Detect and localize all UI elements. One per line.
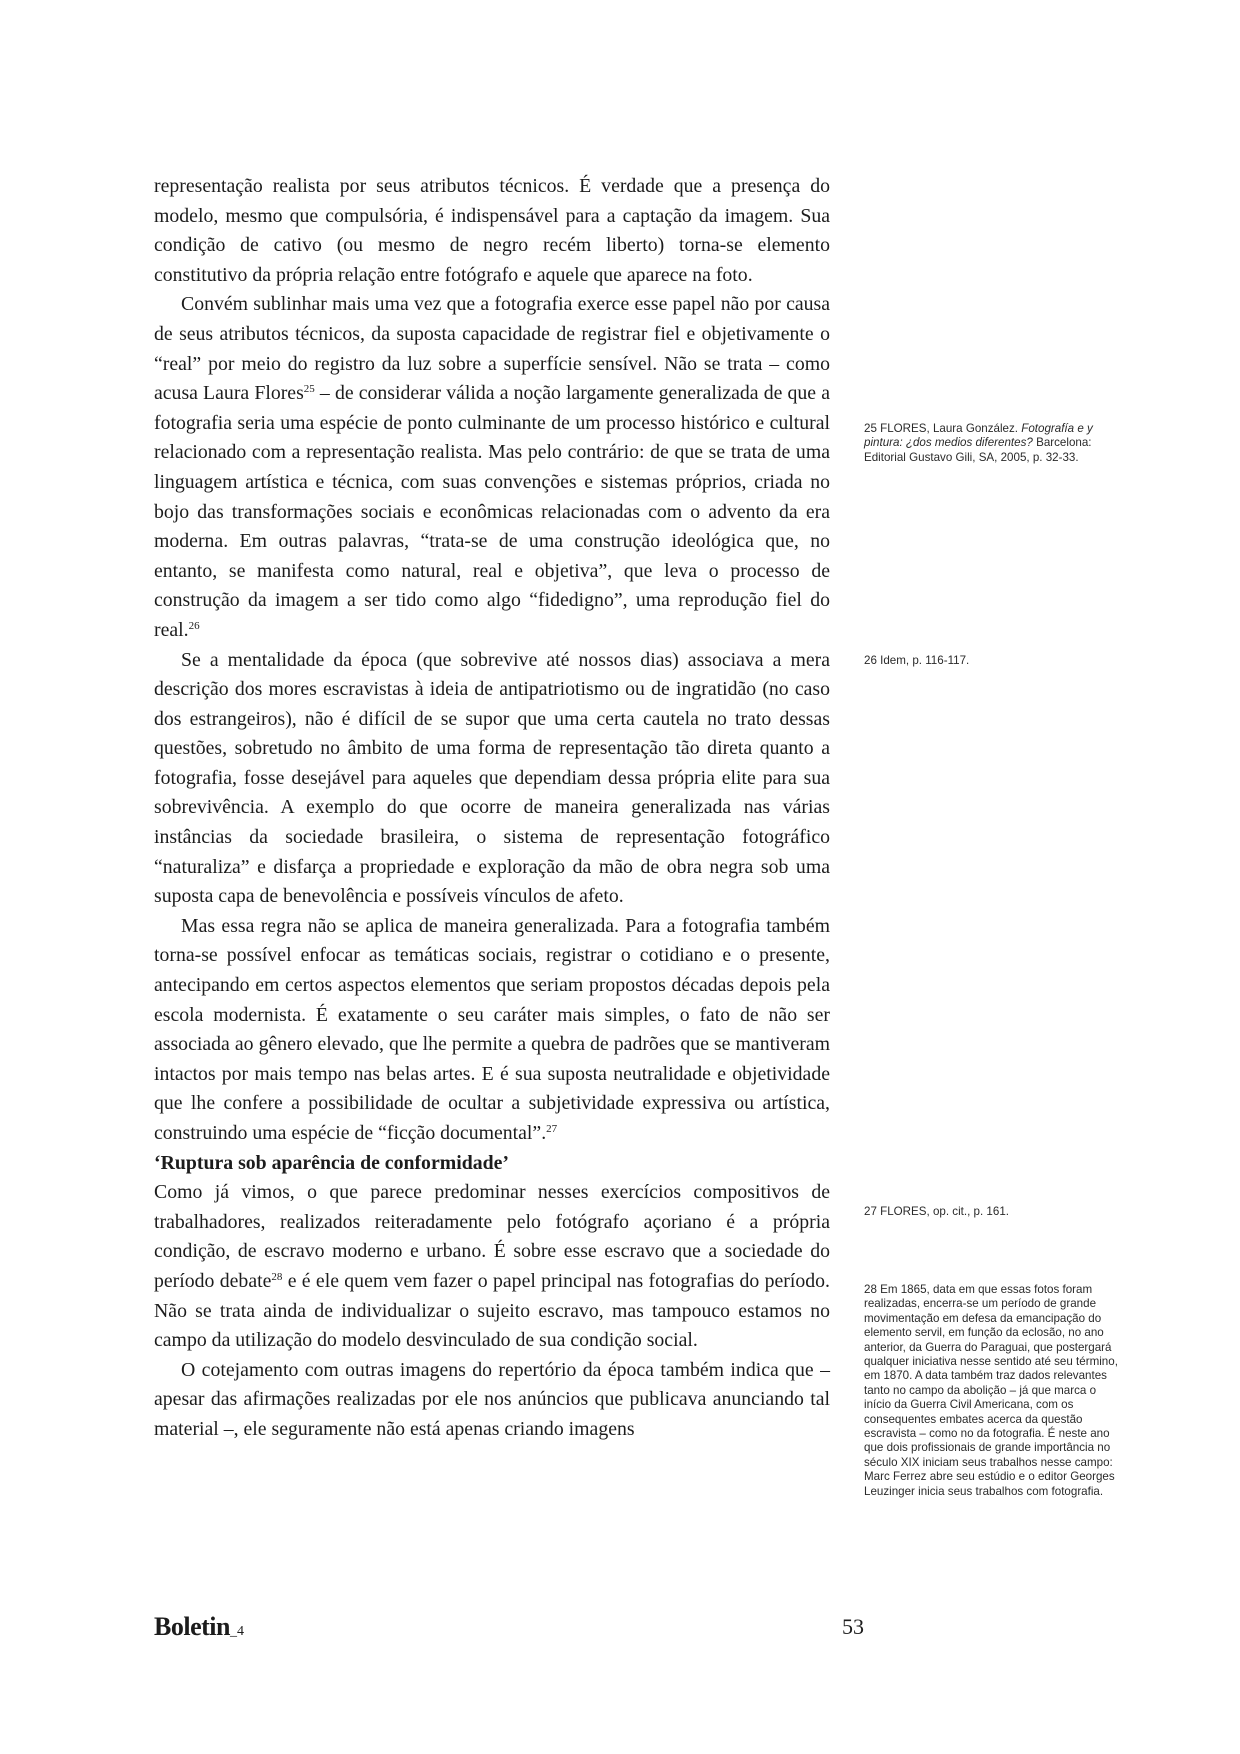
footnote-27: 27 FLORES, op. cit., p. 161. bbox=[864, 1205, 1009, 1218]
footnote-ref-25[interactable]: 25 bbox=[303, 383, 315, 396]
footnote-ref-26[interactable]: 26 bbox=[188, 619, 200, 632]
paragraph-3: Se a mentalidade da época (que sobrevive até nossos dias) associava a mera descrição dos mores escravistas à ideia de antipatriotismo ou de ingratidão (no caso dos estrangeiros), não é difícil de se supor que uma certa cautela no trato dessas questões, sobretudo no âmbito de uma forma de representação tão direta quanto a fotografia, fosse desejável para aqueles que dependiam dessa própria elite para sua sobrevivência. A exemplo do que ocorre de maneira generalizada nas várias instâncias da sociedade brasileira, o sistema de representação fotográfico “naturaliza” e disfarça a propriedade e exploração da mão de obra negra sob uma suposta capa de benevolência e possíveis vínculos de afeto. bbox=[154, 648, 830, 908]
footnote-25-author: 25 FLORES, Laura González. bbox=[864, 422, 1022, 435]
footnote-25 bbox=[864, 422, 1126, 465]
paragraph-2-text-a: Convém sublinhar mais uma vez que a fotografia exerce esse papel não por causa de seus atributos técnicos, da suposta capacidade de registrar fiel e objetivamente o “real” por meio do registro da luz sobre a superfície sensível. Não se trata – como acusa Laura Flores bbox=[154, 293, 830, 405]
footnote-ref-27[interactable]: 27 bbox=[546, 1123, 558, 1135]
journal-logo bbox=[154, 1612, 244, 1642]
paragraph-5-text-a: Como já vimos, o que parece predominar nesses exercícios compositivos de trabalhadores, realizados reiteradamente pelo fotógrafo açoriano é a própria condição, de escravo moderno e urbano. É sobre esse escravo que a sociedade do período debate bbox=[154, 1181, 830, 1292]
footnote-25-publisher: Barcelona: Editorial Gustavo Gili, SA, 2005, p. 32-33. bbox=[864, 436, 1092, 464]
main-text-column bbox=[154, 172, 830, 1445]
footnote-25-title: Fotografía e y pintura: ¿dos medios diferentes? bbox=[864, 422, 1093, 450]
paragraph-5-text-b: e é ele quem vem fazer o papel principal nas fotografias do período. Não se trata ainda de individualizar o sujeito escravo, mas tampouco estamos no campo da utilização do modelo desvinculado de sua condição social. bbox=[154, 1269, 830, 1352]
paragraph-4 bbox=[154, 912, 830, 1149]
paragraph-1: representação realista por seus atributos técnicos. É verdade que a presença do modelo, mesmo que compulsória, é indispensável para a captação da imagem. Sua condição de cativo (ou mesmo de negro recém liberto) torna-se elemento constitutivo da própria relação entre fotógrafo e aquele que aparece na foto. bbox=[154, 175, 830, 286]
paragraph-4-text: Mas essa regra não se aplica de maneira generalizada. Para a fotografia também torna-se possível enfocar as temáticas sociais, registrar o cotidiano e o presente, antecipando em certos aspectos elementos que seriam propostos décadas depois pela escola modernista. É exatamente o seu caráter mais simples, o fato de não ser associada ao gênero elevado, que lhe permite a quebra de padrões que se mantiveram intactos por mais tempo nas belas artes. E é sua suposta neutralidade e objetividade que lhe confere a possibilidade de ocultar a subjetividade expressiva ou artística, construindo uma espécie de “ficção documental”. bbox=[154, 914, 830, 1144]
paragraph-6: O cotejamento com outras imagens do repertório da época também indica que – apesar das afirmações realizadas por ele nos anúncios que publicava anunciando tal material –, ele seguramente não está apenas criando imagens bbox=[154, 1358, 830, 1440]
section-heading: ‘Ruptura sob aparência de conformidade’ bbox=[154, 1151, 509, 1174]
footnote-ref-28[interactable]: 28 bbox=[271, 1270, 283, 1283]
journal-logo-text: Boletin bbox=[154, 1612, 230, 1641]
paragraph-2 bbox=[154, 290, 830, 645]
page-number: 53 bbox=[842, 1614, 864, 1639]
journal-issue: _4 bbox=[229, 1624, 244, 1639]
paragraph-5 bbox=[154, 1178, 830, 1356]
paragraph-2-text-b: – de considerar válida a noção largamente generalizada de que a fotografia seria uma espécie de ponto culminante de um processo histórico e cultural relacionado com a representação realista. Mas pelo contrário: de que se trata de uma linguagem artística e técnica, com suas convenções e sistemas próprios, criada no bojo das transformações sociais e econômicas relacionadas com o advento da era moderna. Em outras palavras, “trata-se de uma construção ideológica que, no entanto, se manifesta como natural, real e objetiva”, que leva o processo de construção da imagem a ser tido como algo “fidedigno”, uma reprodução fiel do real. bbox=[154, 382, 830, 641]
footnote-26: 26 Idem, p. 116-117. bbox=[864, 654, 970, 667]
footnote-28: 28 Em 1865, data em que essas fotos foram realizadas, encerra-se um período de grande movimentação em defesa da emancipação do elemento servil, em função da eclosão, no ano anterior, da Guerra do Paraguai, que postergará qualquer iniciativa nesse sentido até seu término, em 1870. A data também traz dados relevantes tanto no campo da abolição – já que marca o início da Guerra Civil Americana, com os consequentes embates acerca da questão escravista – como no da fotografia. É neste ano que dois profissionais de grande importância no século XIX iniciam seus trabalhos nesse campo: Marc Ferrez abre seu estúdio e o editor Georges Leuzinger inicia seus trabalhos com fotografia. bbox=[864, 1283, 1118, 1498]
